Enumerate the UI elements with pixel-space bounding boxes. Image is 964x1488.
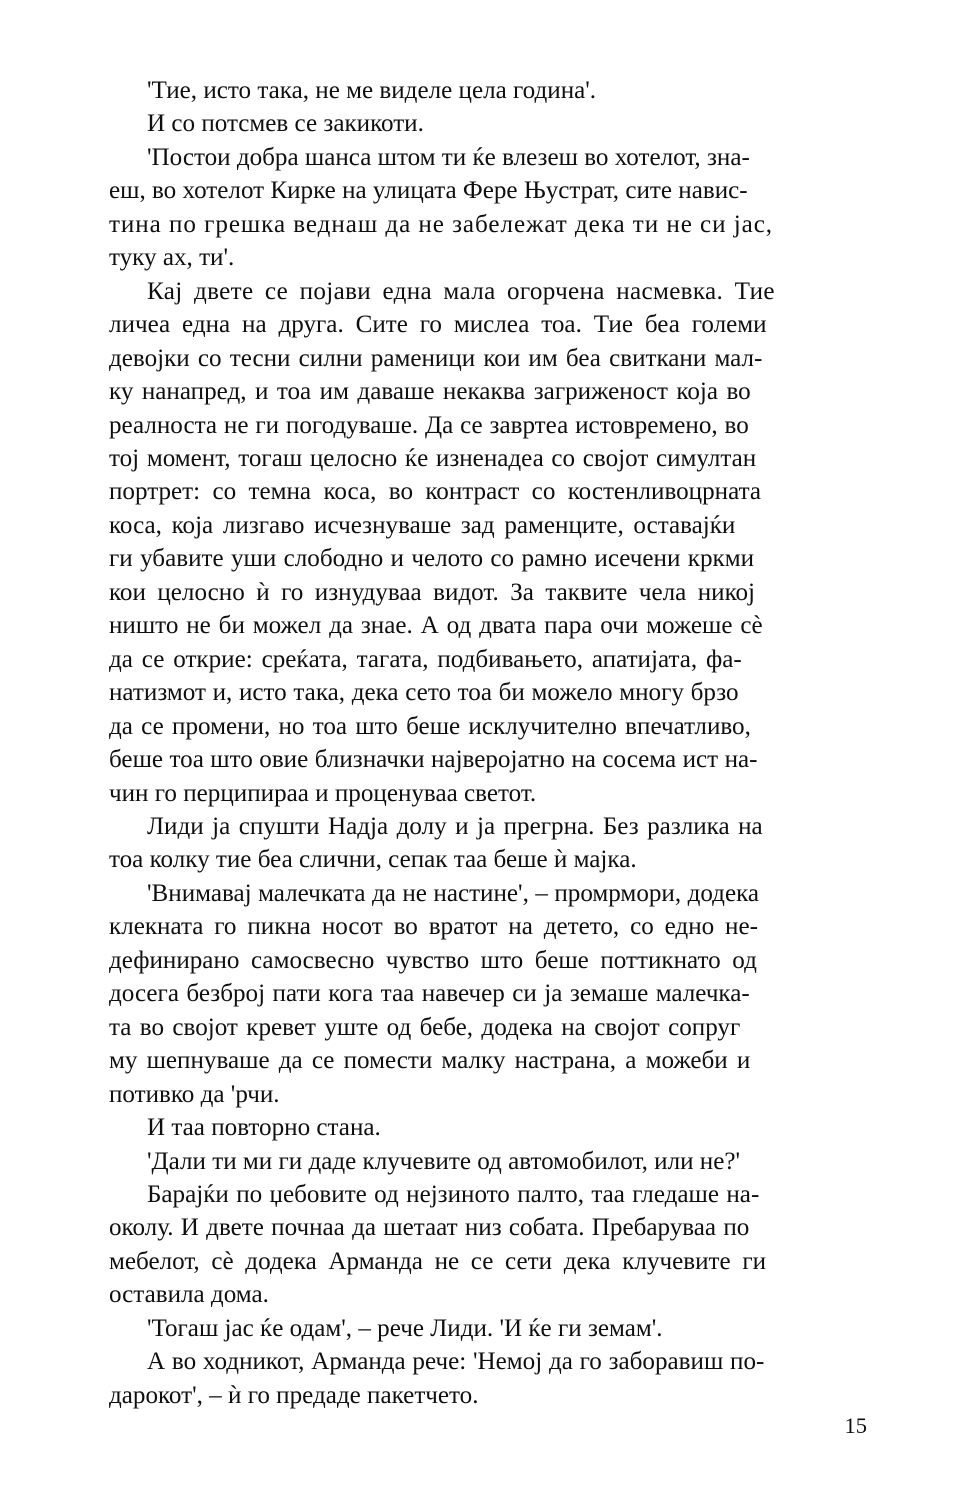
text-line: 'Тие, исто така, не ме виделе цела година'. [147,77,597,104]
text-line: Кај двете се појави една мала огорчена насмевка. Тие [147,277,775,305]
paragraph [109,74,867,107]
text-line: клекната го пикна носот во вратот на детето, со едно не- [109,913,758,941]
paragraph [109,141,867,275]
text-line: мебелот, сѐ додека Арманда не се сети дека клучевите ги [109,1247,767,1275]
text-line: девојки со тесни силни раменици кои им беа свиткани мал- [109,344,763,372]
paragraph [109,810,867,877]
text-line: 'Внимавај малечката да не настине', – промрмори, додека [147,879,760,907]
paragraph [109,877,867,1111]
text-line: 'Тогаш јас ќе одам', – рече Лиди. 'И ќе ги земам'. [147,1314,663,1342]
text-line: дарокот', – ѝ го предаде пакетчето. [109,1381,479,1409]
text-line: тина по грешка веднаш да не забележат дека ти не си јас, [109,210,774,238]
page-number: 15 [844,1413,867,1438]
text-line: 'Дали ти ми ги даде клучевите од автомобилот, или не?' [147,1147,741,1175]
text-line: 'Постои добра шанса штом ти ќе влезеш во хотелот, зна- [147,143,750,171]
paragraph [109,1312,867,1345]
paragraph [109,275,867,810]
text-line: чин го перципираа и проценуваа светот. [109,779,537,807]
text-line: ги убавите уши слободно и челото со рамно исечени кркми [109,545,754,573]
paragraph [109,1145,867,1178]
text-line: дефинирано самосвесно чувство што беше поттикнато од [109,946,757,974]
text-line: реалноста не ги погодуваше. Да се завртеа истовремено, во [109,411,749,439]
text-line: коса, која лизгаво исчезнуваше зад раменците, оставајќи [109,511,736,539]
text-line: тој момент, тогаш целосно ќе изненадеа со својот симултан [109,444,757,472]
text-line: И со потсмев се закикоти. [147,110,424,138]
text-line: Барајќи по џебовите од нејзиното палто, таа гледаше на- [147,1180,760,1208]
text-line: околу. И двете почнаа да шетаат низ собата. Пребаруваа по [109,1214,750,1242]
paragraph [109,1178,867,1312]
text-line: И таа повторно стана. [147,1114,381,1142]
text-line: беше тоа што овие близначки најверојатно на сосема ист на- [109,746,758,774]
text-line: портрет: со темна коса, во контраст со костенливоцрната [109,478,761,506]
text-line: А во ходникот, Арманда рече: 'Немој да го заборавиш по- [147,1348,765,1376]
text-line: тоа колку тие беа слични, сепак таа беше ѝ мајка. [109,846,637,874]
text-line: та во својот кревет уште од бебе, додека на својот сопруг [109,1013,741,1041]
paragraph [109,107,867,140]
text-line: досега безброј пати кога таа навечер си ја земаше малечка- [109,980,750,1008]
text-line: личеа една на друга. Сите го мислеа тоа. Тие беа големи [109,311,767,339]
paragraph [109,1345,867,1412]
text-line: туку ах, ти'. [109,244,235,272]
paragraph [109,1111,867,1144]
text-line: потивко да 'рчи. [109,1080,280,1108]
text-line: му шепнуваше да се помести малку настрана, а можеби и [109,1047,751,1075]
text-line: натизмот и, исто така, дека сето тоа би можело многу брзо [109,679,739,707]
text-line: ништо не би можел да знае. А од двата пара очи можеше сѐ [109,612,763,640]
text-line: да се промени, но тоа што беше исклучително впечатливо, [109,712,751,740]
body-text [109,74,867,1412]
text-line: Лиди ја спушти Надја долу и ја прегрна. Без разлика на [147,812,763,840]
text-line: кои целосно ѝ го изнудуваа видот. За таквите чела никој [109,578,756,606]
text-line: оставила дома. [109,1281,269,1309]
text-line: еш, во хотелот Кирке на улицата Фере Њустрат, сите навис- [109,177,748,205]
text-line: ку нанапред, и тоа им даваше некаква загриженост која во [109,378,751,406]
text-line: да се открие: среќата, тагата, подбивањето, апатијата, фа- [109,645,742,673]
